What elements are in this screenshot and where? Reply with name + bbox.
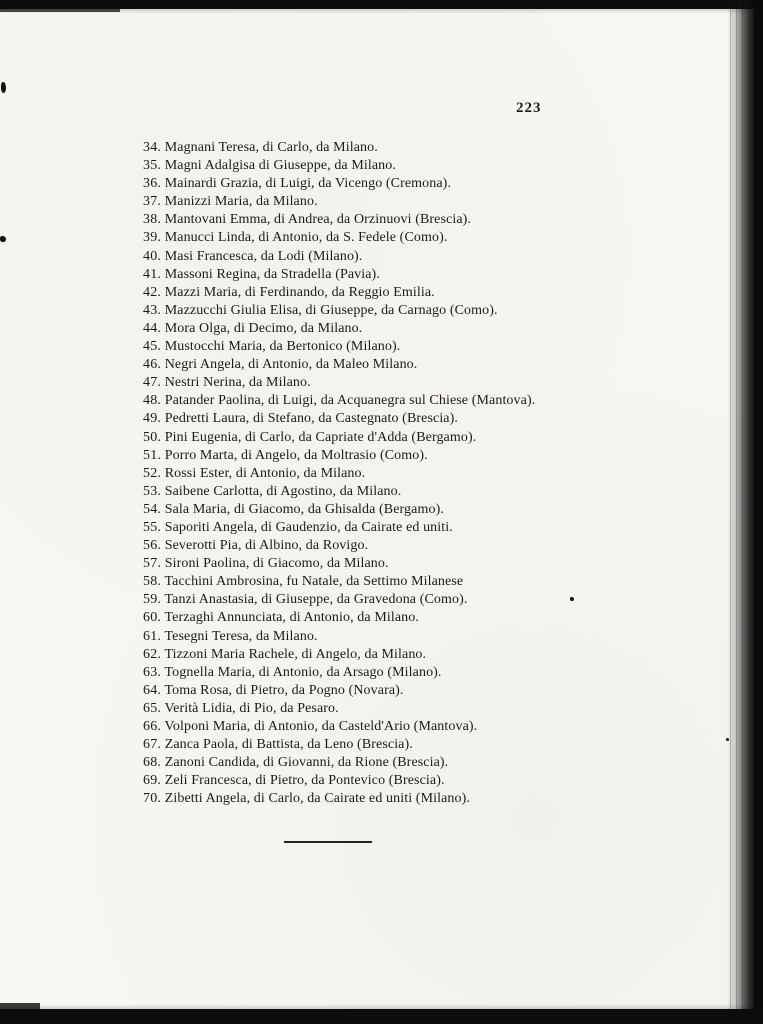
item-number: 63. — [143, 664, 162, 680]
page-number: 223 — [516, 100, 542, 116]
list-item — [118, 573, 556, 591]
item-number: 70. — [143, 791, 162, 807]
list-item — [118, 628, 556, 646]
item-text: Saibene Carlotta, di Agostino, da Milano. — [164, 483, 402, 499]
item-number: 43. — [143, 302, 162, 318]
item-number: 42. — [143, 284, 162, 300]
entries-list — [118, 139, 556, 808]
item-text: Manucci Linda, di Antonio, da S. Fedele (Como). — [164, 230, 448, 246]
list-item — [118, 266, 556, 284]
item-text: Tacchini Ambrosina, fu Natale, da Settimo Milanese — [164, 574, 464, 590]
item-text: Magni Adalgisa di Giuseppe, da Milano. — [164, 158, 396, 174]
list-item — [118, 229, 556, 247]
list-item — [118, 410, 556, 428]
item-number: 54. — [143, 501, 162, 517]
item-text: Saporiti Angela, di Gaudenzio, da Cairate ed uniti. — [164, 519, 453, 535]
list-item — [118, 157, 556, 175]
item-text: Pedretti Laura, di Stefano, da Castegnato (Brescia). — [164, 411, 458, 427]
list-item — [118, 609, 556, 627]
item-number: 66. — [143, 719, 162, 734]
divider-rule — [284, 841, 372, 843]
item-text: Manizzi Maria, da Milano. — [164, 194, 318, 210]
list-item — [118, 302, 556, 320]
list-item — [118, 646, 556, 664]
list-item — [118, 501, 556, 519]
item-text: Sala Maria, di Giacomo, da Ghisalda (Bergamo). — [164, 501, 444, 517]
list-item — [118, 356, 556, 374]
item-text: Terzaghi Annunciata, di Antonio, da Milano. — [164, 610, 419, 626]
item-number: 58. — [143, 574, 162, 590]
item-text: Tanzi Anastasia, di Giuseppe, da Gravedona (Como). — [164, 592, 468, 608]
item-text: Tizzoni Maria Rachele, di Angelo, da Milano. — [164, 646, 427, 662]
item-number: 62. — [143, 646, 162, 662]
scan-artifact-top-bar — [0, 0, 763, 9]
item-number: 53. — [143, 483, 162, 499]
list-item — [118, 465, 556, 483]
item-text: Volponi Maria, di Antonio, da Casteld'Ario (Mantova). — [164, 719, 478, 734]
list-item — [118, 284, 556, 302]
item-text: Mainardi Grazia, di Luigi, da Vicengo (Cremona). — [164, 176, 452, 192]
item-number: 55. — [143, 519, 162, 535]
item-text: Masi Francesca, da Lodi (Milano). — [164, 248, 363, 264]
item-text: Mantovani Emma, di Andrea, da Orzinuovi (Brescia). — [164, 212, 472, 228]
list-item — [118, 700, 556, 718]
item-number: 67. — [143, 737, 162, 753]
item-number: 36. — [143, 176, 162, 192]
list-item — [118, 429, 556, 447]
item-number: 39. — [143, 230, 162, 246]
item-text: Rossi Ester, di Antonio, da Milano. — [164, 465, 366, 481]
item-text: Mazzucchi Giulia Elisa, di Giuseppe, da Carnago (Como). — [164, 302, 498, 318]
item-number: 34. — [143, 140, 162, 155]
item-number: 64. — [143, 682, 162, 698]
item-number: 44. — [143, 320, 162, 336]
item-number: 61. — [143, 628, 162, 644]
item-number: 68. — [143, 755, 162, 771]
item-number: 65. — [143, 700, 162, 716]
item-number: 48. — [143, 393, 162, 409]
item-text: Tognella Maria, di Antonio, da Arsago (Milano). — [164, 664, 442, 680]
list-item — [118, 591, 556, 609]
list-item — [118, 248, 556, 266]
item-text: Tesegni Teresa, da Milano. — [164, 628, 318, 644]
list-item — [118, 374, 556, 392]
list-item — [118, 320, 556, 338]
list-item — [118, 754, 556, 772]
list-item — [118, 175, 556, 193]
list-item — [118, 447, 556, 465]
scan-speck — [0, 236, 6, 242]
binding-edge — [727, 0, 763, 1024]
item-number: 52. — [143, 465, 162, 481]
list-item — [118, 664, 556, 682]
item-number: 47. — [143, 375, 162, 391]
item-text: Verità Lidia, di Pio, da Pesaro. — [164, 700, 339, 716]
item-text: Mazzi Maria, di Ferdinando, da Reggio Emilia. — [164, 284, 435, 300]
item-text: Zibetti Angela, di Carlo, da Cairate ed uniti (Milano). — [164, 791, 470, 807]
scan-artifact-bottom-bar — [0, 1009, 763, 1024]
item-text: Mora Olga, di Decimo, da Milano. — [164, 320, 363, 336]
item-text: Magnani Teresa, di Carlo, da Milano. — [164, 140, 378, 155]
item-number: 51. — [143, 447, 162, 463]
item-text: Zanca Paola, di Battista, da Leno (Brescia). — [164, 737, 413, 753]
item-number: 40. — [143, 248, 162, 264]
item-text: Sironi Paolina, di Giacomo, da Milano. — [164, 556, 389, 572]
item-text: Negri Angela, di Antonio, da Maleo Milano. — [164, 357, 418, 373]
list-item — [118, 790, 556, 808]
list-item — [118, 519, 556, 537]
list-item — [118, 139, 556, 157]
item-text: Patander Paolina, di Luigi, da Acquanegra sul Chiese (Mantova). — [164, 393, 536, 409]
list-item — [118, 211, 556, 229]
item-number: 41. — [143, 266, 162, 282]
item-text: Nestri Nerina, da Milano. — [164, 375, 311, 391]
item-text: Zeli Francesca, di Pietro, da Pontevico (Brescia). — [164, 773, 445, 789]
scan-speck — [1, 82, 6, 93]
item-number: 45. — [143, 339, 162, 355]
list-item — [118, 718, 556, 736]
item-text: Toma Rosa, di Pietro, da Pogno (Novara). — [164, 682, 404, 698]
list-item — [118, 392, 556, 410]
item-number: 57. — [143, 556, 162, 572]
item-number: 56. — [143, 538, 162, 554]
list-item — [118, 682, 556, 700]
item-number: 60. — [143, 610, 162, 626]
item-number: 50. — [143, 429, 162, 445]
item-number: 49. — [143, 411, 162, 427]
list-item — [118, 338, 556, 356]
item-number: 37. — [143, 194, 162, 210]
list-item — [118, 537, 556, 555]
list-item — [118, 193, 556, 211]
item-text: Mustocchi Maria, da Bertonico (Milano). — [164, 339, 401, 355]
item-text: Zanoni Candida, di Giovanni, da Rione (Brescia). — [164, 755, 449, 771]
item-number: 46. — [143, 357, 162, 373]
item-number: 35. — [143, 158, 162, 174]
item-text: Pini Eugenia, di Carlo, da Capriate d'Adda (Bergamo). — [164, 429, 477, 445]
list-item — [118, 736, 556, 754]
item-text: Porro Marta, di Angelo, da Moltrasio (Como). — [164, 447, 428, 463]
item-text: Severotti Pia, di Albino, da Rovigo. — [164, 538, 369, 554]
list-item — [118, 555, 556, 573]
item-number: 38. — [143, 212, 162, 228]
item-number: 59. — [143, 592, 162, 608]
list-item — [118, 772, 556, 790]
list-item — [118, 483, 556, 501]
scan-speck — [570, 597, 574, 601]
item-text: Massoni Regina, da Stradella (Pavia). — [164, 266, 380, 282]
item-number: 69. — [143, 773, 162, 789]
